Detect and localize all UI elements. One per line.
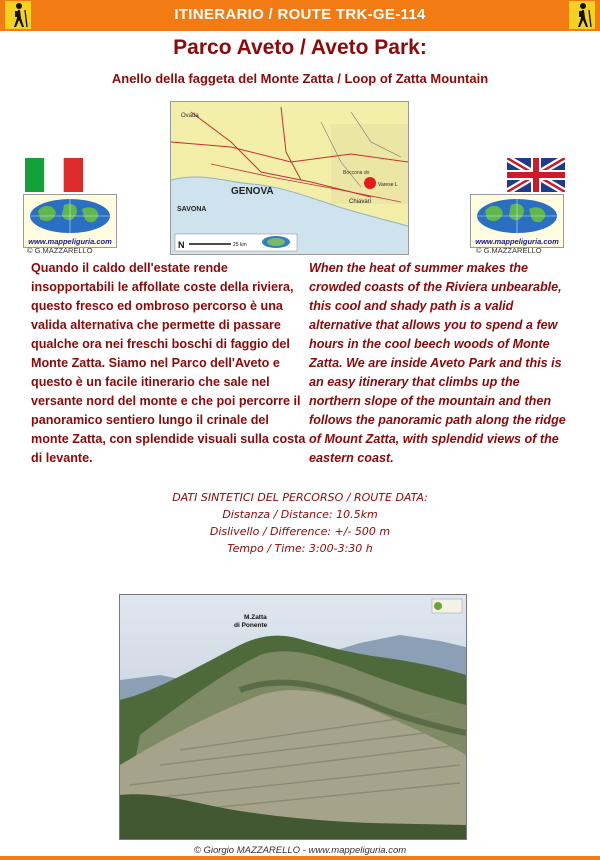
globe-icon <box>24 195 116 237</box>
mappeliguria-logo <box>470 194 564 248</box>
uk-flag-icon <box>507 158 565 192</box>
map-label-ovada: Ovada <box>181 113 199 119</box>
map-scale-label: 25 km <box>233 242 247 248</box>
logo-url: www.mappeliguria.com <box>475 237 559 246</box>
route-title: ITINERARIO / ROUTE TRK-GE-114 <box>174 6 426 23</box>
map-label-savona: SAVONA <box>177 206 207 213</box>
footer-credit: © Giorgio MAZZARELLO - www.mappeliguria.com <box>193 845 407 856</box>
photo-credit: © G.MAZZARELLO <box>27 246 93 255</box>
page-title: Parco Aveto / Aveto Park: <box>173 36 427 59</box>
map-label-varese: Varese L <box>378 182 398 188</box>
route-time: Tempo / Time: 3:00-3:30 h <box>227 542 373 555</box>
route-elevation: Dislivello / Difference: +/- 500 m <box>209 525 391 538</box>
route-data-heading: DATI SINTETICI DEL PERCORSO / ROUTE DATA: <box>172 491 428 504</box>
globe-icon <box>471 195 563 237</box>
north-arrow-icon: N <box>178 240 185 250</box>
page-subtitle: Anello della faggeta del Monte Zatta / Loop of Zatta Mountain <box>111 71 489 86</box>
logo-url: www.mappeliguria.com <box>28 237 112 246</box>
map-label-genova: GENOVA <box>231 186 274 197</box>
route-distance: Distanza / Distance: 10.5km <box>222 508 378 521</box>
mountain-photo <box>119 594 467 840</box>
photo-credit: © G.MAZZARELLO <box>476 246 542 255</box>
italy-flag-icon <box>25 158 83 192</box>
italian-description: Quando il caldo dell'estate rende insopportabili le affollate coste della riviera, questo fresco ed ombroso percorso è una valida alternativa che permette di passare qualche ora nei freschi boschi di faggio del Monte Zatta. Siamo nel Parco dell'Aveto e questo è un facile itinerario che sale nel versante nord del monte e che poi percorre il panoramico sentiero lungo il crinale del monte Zatta, con splendide visuali sulla costa di levante. <box>31 261 306 465</box>
footer-bar <box>0 856 600 860</box>
photo-label-line2: di Ponente <box>234 622 268 629</box>
mappeliguria-logo <box>23 194 117 248</box>
route-map <box>170 101 409 255</box>
photo-label-line1: M.Zatta <box>244 614 267 621</box>
english-description: When the heat of summer makes the crowded coasts of the Riviera unbearable, this cool and shady path is a valid alternative that allows you to spend a few hours in the cool beech woods of Monte Zatta. We are inside Aveto Park and this is an easy itinerary that climbs up the northern slope of the mountain and then follows the panoramic path along the ridge of Mount Zatta, with splendid views of the eastern coast. <box>309 261 566 465</box>
map-label-chiavari: Chiavari <box>349 199 372 205</box>
hiker-icon <box>569 1 595 29</box>
header-bar <box>0 0 600 31</box>
map-label-bocconado: Boccona do <box>343 170 370 176</box>
